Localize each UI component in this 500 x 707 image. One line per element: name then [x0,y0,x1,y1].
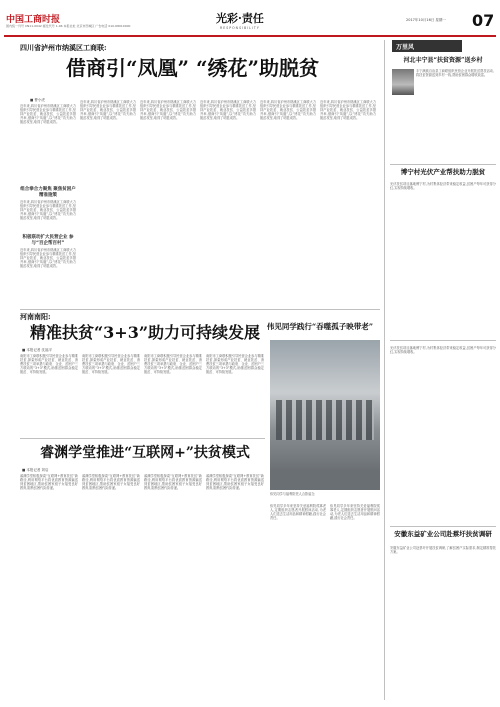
section-subtitle: RESPONSIBILITY [220,26,260,30]
story2-col1: 南阳市工商联积极引导民营企业参与精准扶贫,探索形成产业扶贫、就业扶贫、消费扶贫三项举措与政府、企业、贫困户三方联动的“3+3”模式,助推贫困群众稳定脱贫、可持续发展。 [20,354,78,375]
story3-col1: 睿渊学堂积极探索“互联网+教育扶贫”新路径,利用网络平台将优质教育资源输送到贫困地区,帮助贫困家庭子女接受良好教育,阻断贫困代际传递。 [20,474,78,491]
divider [390,526,496,527]
story2-byline: ■ 本报记者 沈福平 [22,348,53,352]
story2-col2: 南阳市工商联积极引导民营企业参与精准扶贫,探索形成产业扶贫、就业扶贫、消费扶贫三项举措与政府、企业、贫困户三方联动的“3+3”模式,助推贫困群众稳定脱贫、可持续发展。 [82,354,140,375]
divider [390,340,496,341]
masthead [4,10,496,34]
story3-byline: ■ 本报记者 刘启 [22,468,49,472]
story1-col4: 近年来,四川省泸州市纳溪区工商联大力组织引导民营企业参与精准扶贫工作,坚持产业扶贫、就业扶贫、公益扶贫多措并举,借商引“凤凰”,以“绣花”功夫助力脱贫攻坚,取得了明显成效。 [200,100,256,121]
page-number: 07 [472,11,495,30]
divider [20,309,380,310]
divider [390,164,496,165]
paper-name: 中国工商时报 [6,15,61,25]
s3-body: 安徽东益矿业公司赴蔡圩开展扶贫调研,了解贫困户实际需求,制定精准帮扶方案。 [390,546,496,555]
story2-headline: 精准扶贫“3+3”助力可持续发展 [29,323,261,342]
column-title: 万里风 [396,44,415,51]
story3-col2: 睿渊学堂积极探索“互联网+教育扶贫”新路径,利用网络平台将优质教育资源输送到贫困地区,帮助贫困家庭子女接受良好教育,阻断贫困代际传递。 [82,474,140,491]
story4-headline: 伟见同学践行“吞噬孤子映带老” [266,322,374,331]
story1-col1c: 近年来,四川省泸州市纳溪区工商联大力组织引导民营企业参与精准扶贫工作,坚持产业扶贫、就业扶贫、公益扶贫多措并举,借商引“凤凰”,以“绣花”功夫助力脱贫攻坚,取得了明显成效。 [20,248,76,269]
op-body: 丰宁满族自治县工商联组织民营企业开展扶贫帮扶活动,将扶贫资源送到乡村一线,帮助贫困群众增收致富。 [416,69,494,78]
story1-byline: ■ 曹小虎 [30,98,45,102]
sidebar-divider [384,40,385,700]
story1-col1b: 近年来,四川省泸州市纳溪区工商联大力组织引导民营企业参与精准扶贫工作,坚持产业扶贫、就业扶贫、公益扶贫多措并举,借商引“凤凰”,以“绣花”功夫助力脱贫攻坚,取得了明显成效。 [20,200,76,221]
paper-info: 国内统一刊号 CN11-0042 邮发代号 1-96 本报社址 北京市西城区 广告电话 010-68019000 [6,24,131,28]
story1-subhead1: 组合拳合力聚焦 聚焦贫困户精准施策 [20,187,76,198]
story1-col6: 近年来,四川省泸州市纳溪区工商联大力组织引导民营企业参与精准扶贫工作,坚持产业扶贫、就业扶贫、公益扶贫多措并举,借商引“凤凰”,以“绣花”功夫助力脱贫攻坚,取得了明显成效。 [320,100,376,121]
story2-col3: 南阳市工商联积极引导民营企业参与精准扶贫,探索形成产业扶贫、就业扶贫、消费扶贫三项举措与政府、企业、贫困户三方联动的“3+3”模式,助推贫困群众稳定脱贫、可持续发展。 [144,354,202,375]
story1-col1: 近年来,四川省泸州市纳溪区工商联大力组织引导民营企业参与精准扶贫工作,坚持产业扶贫、就业扶贫、公益扶贫多措并举,借商引“凤凰”,以“绣花”功夫助力脱贫攻坚,取得了明显成效。 [20,104,76,125]
s2-headline: 博宁村光伏产业帮扶助力脱贫 [400,168,486,176]
story1-kicker: 四川省泸州市纳溪区工商联: [20,43,107,52]
story1-headline: 借商引“凤凰” “绣花”助脱贫 [66,56,319,80]
s2-body-cont: 光伏扶贫项目落地博宁村,为村集体经济带来稳定收益,贫困户每年可获得分红,实现持续增收。 [390,346,496,355]
s2-body: 光伏扶贫项目落地博宁村,为村集体经济带来稳定收益,贫困户每年可获得分红,实现持续增收。 [390,182,496,191]
story1-col2: 近年来,四川省泸州市纳溪区工商联大力组织引导民营企业参与精准扶贫工作,坚持产业扶贫、就业扶贫、公益扶贫多措并举,借商引“凤凰”,以“绣花”功夫助力脱贫攻坚,取得了明显成效。 [80,100,136,121]
s3-headline: 安徽东益矿业公司赴蔡圩扶贫调研 [394,530,492,538]
story3-col4: 睿渊学堂积极探索“互联网+教育扶贫”新路径,利用网络平台将优质教育资源输送到贫困地区,帮助贫困家庭子女接受良好教育,阻断贫困代际传递。 [206,474,264,491]
divider [20,438,265,439]
story4-caption: 伟见同学与福利院老人合影留念 [270,492,315,496]
story2-col4: 南阳市工商联积极引导民营企业参与精准扶贫,探索形成产业扶贫、就业扶贫、消费扶贫三项举措与政府、企业、贫困户三方联动的“3+3”模式,助推贫困群众稳定脱贫、可持续发展。 [206,354,264,375]
story3-col3: 睿渊学堂积极探索“互联网+教育扶贫”新路径,利用网络平台将优质教育资源输送到贫困地区,帮助贫困家庭子女接受良好教育,阻断贫困代际传递。 [144,474,202,491]
story3-headline: 睿渊学堂推进“互联网+”扶贫模式 [40,445,250,461]
story1-subhead2: 积极联动扩大民营企业 参与“百企帮百村” [22,235,74,246]
story2-kicker: 河南南阳: [20,312,51,321]
op-portrait [392,69,414,95]
op-headline: 河北丰宁县“扶贫资源”送乡村 [403,57,483,64]
story4-col1: 伟见同学多年来坚持关爱福利院孤寡老人,定期组织志愿者开展慰问活动,为老人们送去生活用品和精神慰藉,践行社会责任。 [270,504,326,521]
story1-col3: 近年来,四川省泸州市纳溪区工商联大力组织引导民营企业参与精准扶贫工作,坚持产业扶贫、就业扶贫、公益扶贫多措并举,借商引“凤凰”,以“绣花”功夫助力脱贫攻坚,取得了明显成效。 [140,100,196,121]
story4-col2: 伟见同学多年来坚持关爱福利院孤寡老人,定期组织志愿者开展慰问活动,为老人们送去生活用品和精神慰藉,践行社会责任。 [330,504,380,521]
story1-col5: 近年来,四川省泸州市纳溪区工商联大力组织引导民营企业参与精准扶贫工作,坚持产业扶贫、就业扶贫、公益扶贫多措并举,借商引“凤凰”,以“绣花”功夫助力脱贫攻坚,取得了明显成效。 [260,100,316,121]
story4-photo [270,340,380,490]
masthead-rule [4,35,496,37]
date-text: 2017年10月16日 星期一 [406,18,446,22]
section-title: 光彩·责任 [216,12,264,25]
